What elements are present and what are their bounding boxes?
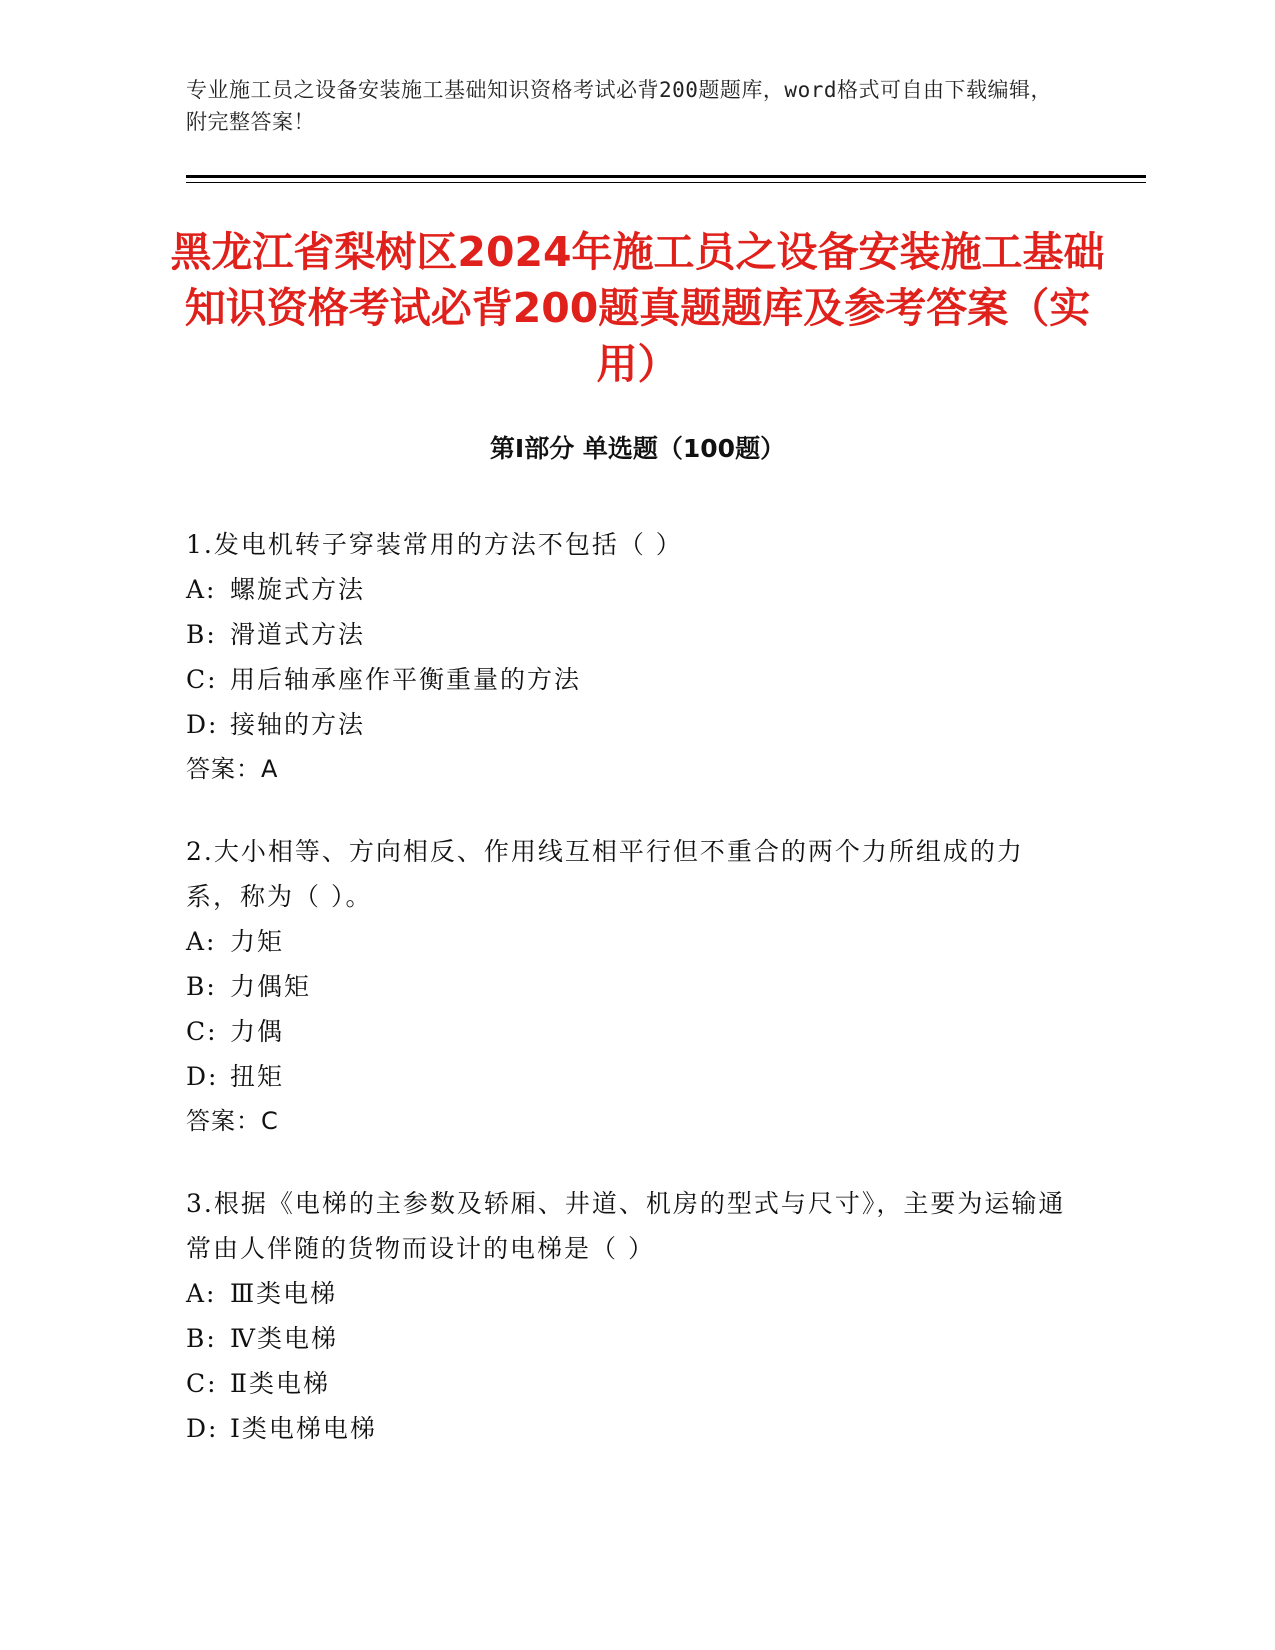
question-3 xyxy=(186,1181,1066,1451)
option-key: D: xyxy=(186,1062,219,1091)
question-stem: 2.大小相等、方向相反、作用线互相平行但不重合的两个力所组成的力系，称为（ ）。 xyxy=(186,837,1024,911)
option-key: C: xyxy=(186,1017,218,1046)
option-key: A: xyxy=(186,1279,217,1308)
option-b xyxy=(186,612,1066,657)
document-title: 黑龙江省梨树区2024年施工员之设备安装施工基础知识资格考试必背200题真题题库及参考答案（实用） xyxy=(170,228,1105,388)
header-note: 专业施工员之设备安装施工基础知识资格考试必背200题题库，word格式可自由下载编辑，附完整答案！ xyxy=(186,78,1052,134)
option-text: 用后轴承座作平衡重量的方法 xyxy=(230,665,582,694)
option-key: B: xyxy=(186,972,217,1001)
option-c xyxy=(186,657,1066,702)
option-b xyxy=(186,964,1066,1009)
question-stem: 3.根据《电梯的主参数及轿厢、井道、机房的型式与尺寸》，主要为运输通常由人伴随的货物而设计的电梯是（ ） xyxy=(186,1189,1066,1263)
question-1 xyxy=(186,522,1066,792)
question-stem: 1.发电机转子穿装常用的方法不包括（ ） xyxy=(186,530,683,559)
option-key: A: xyxy=(186,575,217,604)
option-key: A: xyxy=(186,927,217,956)
option-text: 扭矩 xyxy=(230,1062,285,1091)
option-text: 接轴的方法 xyxy=(230,710,366,739)
option-c xyxy=(186,1009,1066,1054)
option-text: Ⅲ类电梯 xyxy=(230,1279,338,1308)
option-d xyxy=(186,1406,1066,1451)
option-text: Ⅳ类电梯 xyxy=(230,1324,338,1353)
option-key: C: xyxy=(186,665,218,694)
option-d xyxy=(186,1054,1066,1099)
option-c xyxy=(186,1361,1066,1406)
option-b xyxy=(186,1316,1066,1361)
option-d xyxy=(186,702,1066,747)
question-list xyxy=(186,522,1066,1488)
section-title: 第Ⅰ部分 单选题（100题） xyxy=(489,434,786,463)
option-key: B: xyxy=(186,1324,217,1353)
answer: 答案：C xyxy=(186,1107,279,1135)
option-text: 力偶矩 xyxy=(230,972,312,1001)
option-key: B: xyxy=(186,620,217,649)
question-2 xyxy=(186,829,1066,1144)
option-text: 螺旋式方法 xyxy=(230,575,366,604)
answer: 答案：A xyxy=(186,755,279,783)
option-key: C: xyxy=(186,1369,218,1398)
option-a xyxy=(186,567,1066,612)
option-text: 滑道式方法 xyxy=(230,620,366,649)
option-text: Ⅱ类电梯 xyxy=(230,1369,330,1398)
option-text: Ⅰ类电梯电梯 xyxy=(230,1414,377,1443)
option-a xyxy=(186,1271,1066,1316)
option-a xyxy=(186,919,1066,964)
option-key: D: xyxy=(186,1414,219,1443)
option-text: 力偶 xyxy=(230,1017,285,1046)
option-text: 力矩 xyxy=(230,927,285,956)
option-key: D: xyxy=(186,710,219,739)
header-rule-thick xyxy=(186,175,1146,178)
header-rule-thin xyxy=(186,182,1146,183)
